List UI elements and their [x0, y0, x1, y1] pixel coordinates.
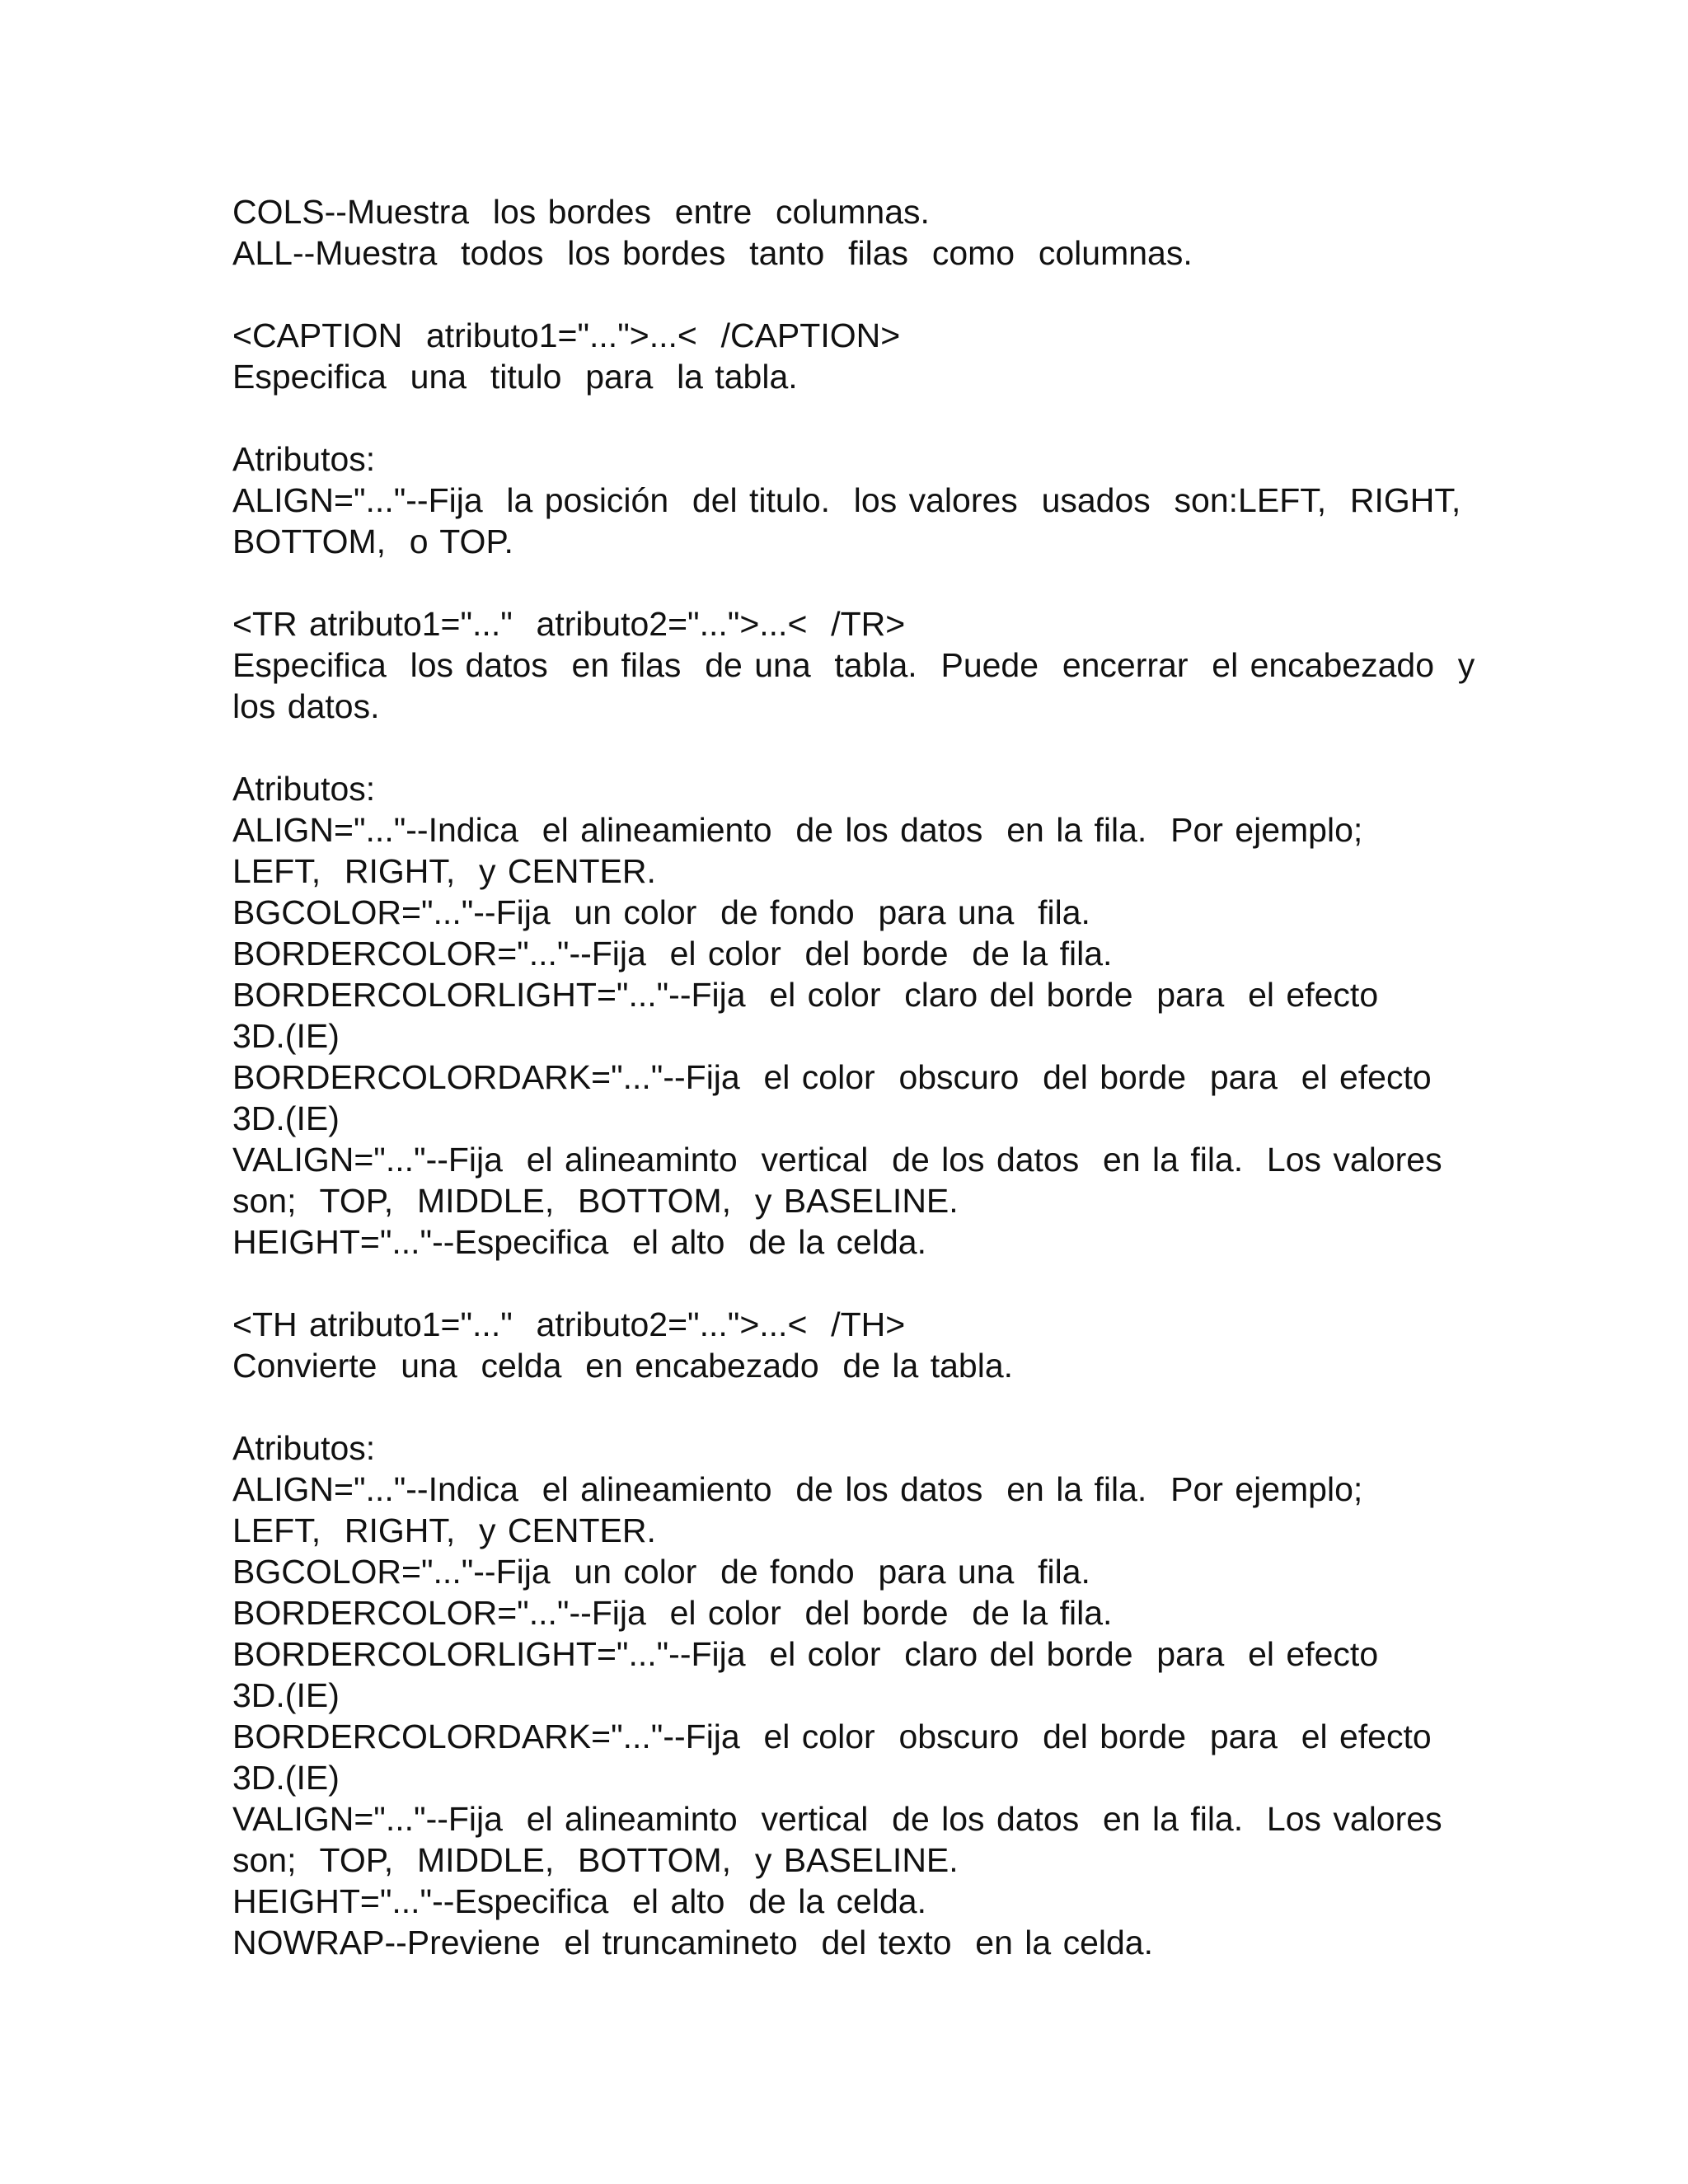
blank-line	[232, 274, 1469, 315]
text-line: COLS--Muestra los bordes entre columnas.	[232, 193, 930, 231]
text-line: son; TOP, MIDDLE, BOTTOM, y BASELINE.	[232, 1182, 959, 1220]
text-line: ALIGN="..."--Indica el alineamiento de los datos en la fila. Por ejemplo;	[232, 1470, 1363, 1508]
text-line: Atributos:	[232, 1429, 376, 1467]
text-line: BORDERCOLOR="..."--Fija el color del borde de la fila.	[232, 935, 1113, 972]
text-line: BORDERCOLORDARK="..."--Fija el color obscuro del borde para el efecto	[232, 1058, 1432, 1096]
text-line: BOTTOM, o TOP.	[232, 523, 513, 560]
text-line: Especifica una titulo para la tabla.	[232, 358, 798, 396]
text-line: LEFT, RIGHT, y CENTER.	[232, 1511, 656, 1549]
text-line: 3D.(IE)	[232, 1099, 340, 1137]
text-line: BORDERCOLORLIGHT="..."--Fija el color claro del borde para el efecto	[232, 976, 1379, 1014]
text-line: NOWRAP--Previene el truncamineto del texto en la celda.	[232, 1924, 1153, 1961]
text-line: ALIGN="..."--Indica el alineamiento de los datos en la fila. Por ejemplo;	[232, 811, 1363, 849]
text-line: BORDERCOLOR="..."--Fija el color del borde de la fila.	[232, 1594, 1113, 1632]
text-line: Especifica los datos en filas de una tabla. Puede encerrar el encabezado y	[232, 646, 1475, 684]
text-line: 3D.(IE)	[232, 1759, 340, 1797]
text-line: BGCOLOR="..."--Fija un color de fondo para una fila.	[232, 1553, 1090, 1591]
document-page	[232, 191, 1475, 1963]
text-line: VALIGN="..."--Fija el alineaminto vertical de los datos en la fila. Los valores	[232, 1141, 1442, 1179]
text-line: <TR atributo1="..." atributo2="...">...< /TR>	[232, 605, 906, 643]
text-line: Atributos:	[232, 770, 376, 808]
text-line: BGCOLOR="..."--Fija un color de fondo para una fila.	[232, 893, 1090, 931]
blank-line	[232, 562, 1469, 603]
text-line: Atributos:	[232, 440, 376, 478]
text-line: LEFT, RIGHT, y CENTER.	[232, 852, 656, 890]
text-line: ALIGN="..."--Fija la posición del titulo. los valores usados son:LEFT, RIGHT,	[232, 481, 1461, 519]
text-line: VALIGN="..."--Fija el alineaminto vertical de los datos en la fila. Los valores	[232, 1800, 1442, 1838]
blank-line	[232, 1263, 1469, 1304]
text-line: ALL--Muestra todos los bordes tanto filas como columnas.	[232, 234, 1193, 272]
text-line: <CAPTION atributo1="...">...< /CAPTION>	[232, 316, 901, 354]
text-line: son; TOP, MIDDLE, BOTTOM, y BASELINE.	[232, 1841, 959, 1879]
text-line: <TH atributo1="..." atributo2="...">...< /TH>	[232, 1305, 906, 1343]
text-line: BORDERCOLORDARK="..."--Fija el color obscuro del borde para el efecto	[232, 1718, 1432, 1755]
text-line: 3D.(IE)	[232, 1676, 340, 1714]
text-line: BORDERCOLORLIGHT="..."--Fija el color claro del borde para el efecto	[232, 1635, 1379, 1673]
text-line: los datos.	[232, 687, 380, 725]
text-line: Convierte una celda en encabezado de la tabla.	[232, 1347, 1014, 1385]
blank-line	[232, 727, 1469, 768]
blank-line	[232, 397, 1469, 438]
text-line: HEIGHT="..."--Especifica el alto de la celda.	[232, 1223, 926, 1261]
text-line: 3D.(IE)	[232, 1017, 340, 1055]
text-line: HEIGHT="..."--Especifica el alto de la celda.	[232, 1882, 926, 1920]
blank-line	[232, 1386, 1469, 1427]
